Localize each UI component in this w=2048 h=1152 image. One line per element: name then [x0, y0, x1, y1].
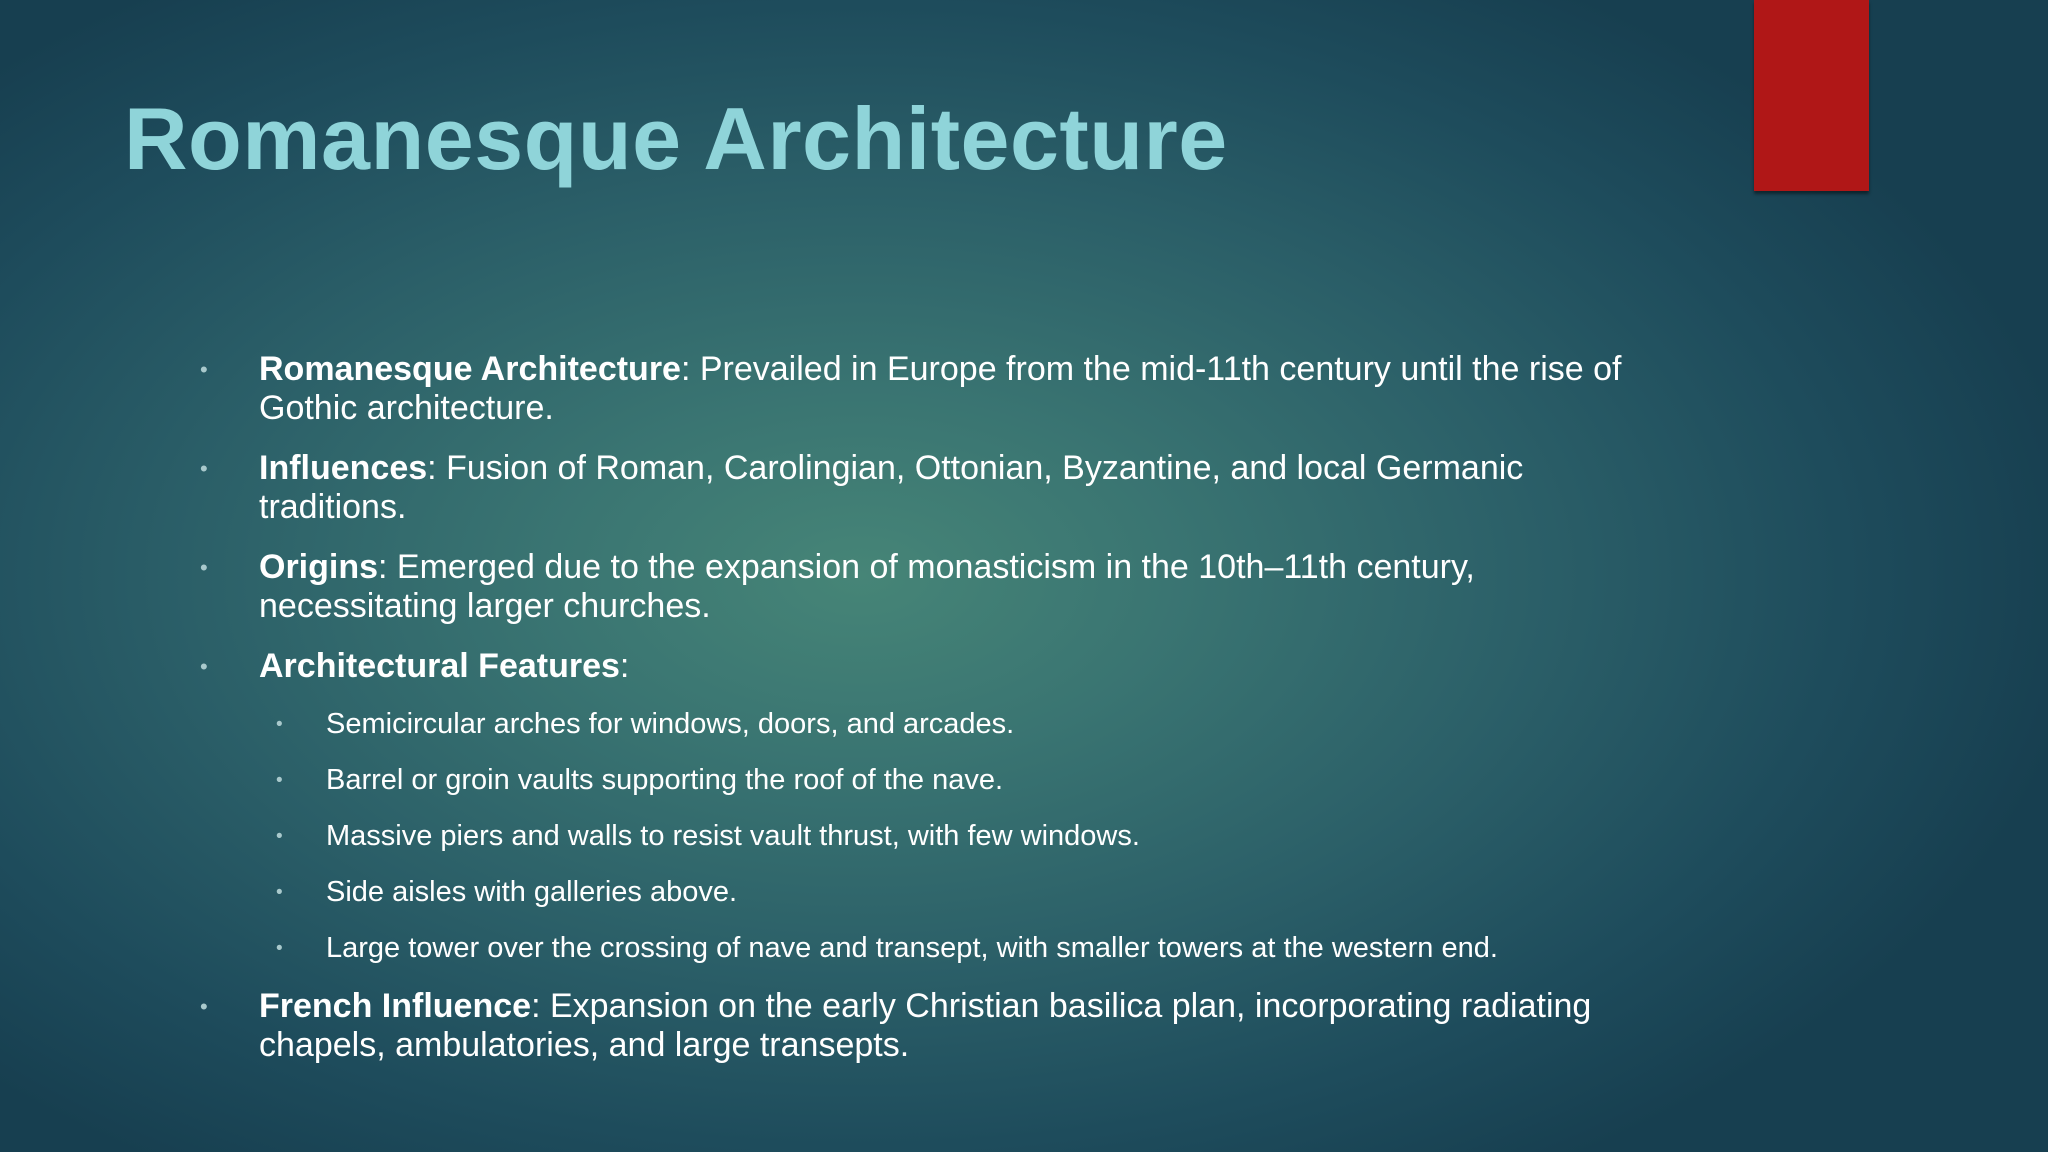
sub-list-item	[200, 819, 1660, 854]
sub-bullet-text: Barrel or groin vaults supporting the roof of the nave.	[326, 764, 1004, 796]
bullet-dot-icon: •	[200, 654, 208, 679]
bullet-term: French Influence	[259, 987, 532, 1025]
bullet-term: Architectural Features	[259, 647, 620, 685]
bullet-text: : Prevailed in Europe from the mid-11th century until the rise of Gothic architecture.	[259, 350, 1622, 427]
sub-list-item	[200, 763, 1660, 798]
bullet-list	[200, 350, 1660, 1086]
sub-bullet-text: Side aisles with galleries above.	[326, 876, 738, 908]
bullet-term: Origins	[259, 548, 379, 586]
bullet-dot-icon: •	[200, 994, 208, 1019]
bullet-term: Romanesque Architecture	[259, 350, 681, 388]
accent-bar	[1754, 0, 1869, 191]
list-item	[200, 350, 1660, 428]
bullet-dot-icon: •	[200, 555, 208, 580]
bullet-dot-icon: •	[200, 456, 208, 481]
bullet-text: : Expansion on the early Christian basilica plan, incorporating radiating chapels, ambulatories, and large transepts.	[259, 987, 1592, 1064]
sub-list-item	[200, 707, 1660, 742]
bullet-text: : Fusion of Roman, Carolingian, Ottonian, Byzantine, and local Germanic traditions.	[259, 449, 1524, 526]
bullet-dot-icon: •	[200, 357, 208, 382]
bullet-text: : Emerged due to the expansion of monasticism in the 10th–11th century, necessitating larger churches.	[259, 548, 1475, 625]
sub-bullet-text: Semicircular arches for windows, doors, and arcades.	[326, 708, 1015, 740]
bullet-dot-icon: •	[276, 770, 283, 791]
bullet-dot-icon: •	[276, 714, 283, 735]
sub-bullet-text: Large tower over the crossing of nave and transept, with smaller towers at the western end.	[326, 932, 1498, 964]
list-item	[200, 647, 1660, 686]
bullet-dot-icon: •	[276, 882, 283, 903]
bullet-term: Influences	[259, 449, 428, 487]
list-item	[200, 449, 1660, 527]
list-item	[200, 987, 1660, 1065]
bullet-dot-icon: •	[276, 826, 283, 847]
list-item	[200, 548, 1660, 626]
slide-title: Romanesque Architecture	[124, 89, 1228, 188]
sub-list-item	[200, 931, 1660, 966]
bullet-text: :	[619, 647, 630, 685]
sub-bullet-list	[200, 707, 1660, 966]
sub-list-item	[200, 875, 1660, 910]
bullet-dot-icon: •	[276, 938, 283, 959]
sub-bullet-text: Massive piers and walls to resist vault thrust, with few windows.	[326, 820, 1140, 852]
